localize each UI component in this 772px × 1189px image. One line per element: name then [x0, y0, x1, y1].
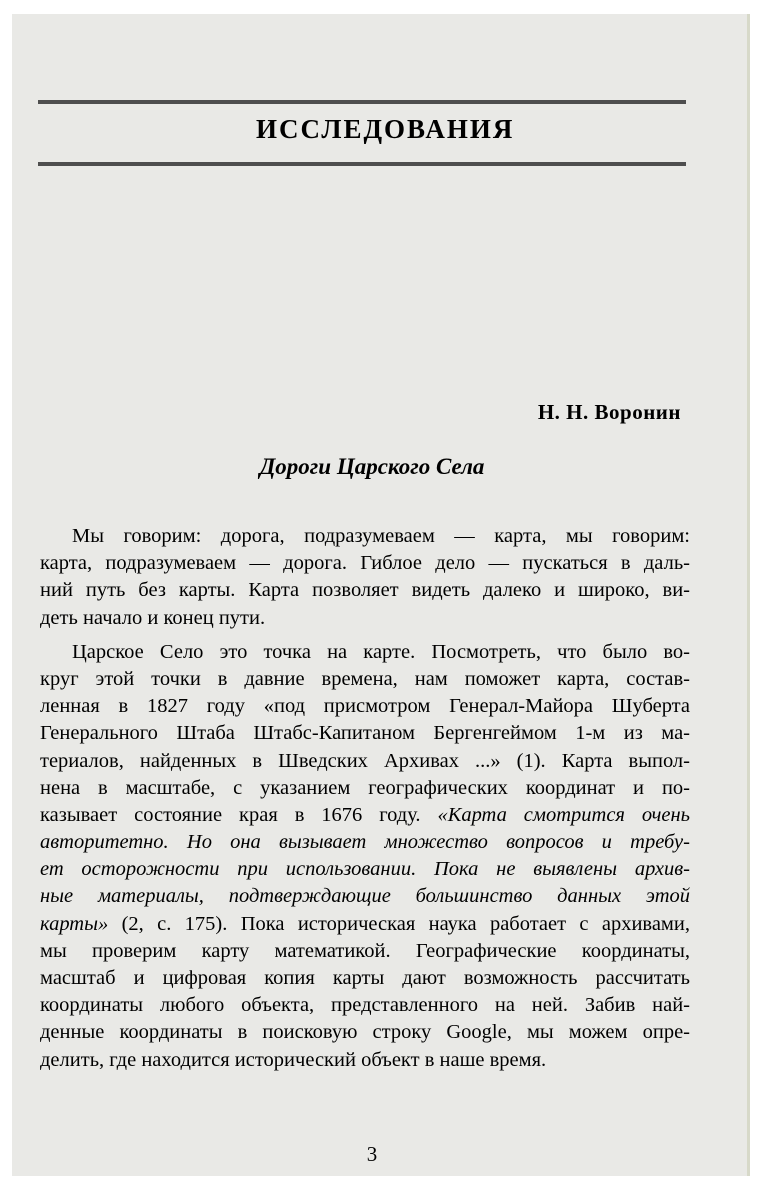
text-run: (2, с. 175). Пока историческая наука работает с архивами, — [108, 912, 690, 935]
page-content — [12, 14, 747, 1176]
text-line: масштаб и цифровая копия карты дают возможность рассчитать — [40, 967, 690, 989]
text-line: карта, подразумеваем — дорога. Гиблое дело — пускаться в даль- — [40, 552, 690, 575]
text-line — [40, 911, 690, 938]
quote-line: ные материалы, подтверждающие большинство данных этой — [40, 885, 690, 908]
quote-run: карты» — [40, 912, 109, 935]
text-line: Мы говорим: дорога, подразумеваем — карта, мы говорим: — [72, 525, 690, 547]
header-rule-bottom — [38, 162, 686, 166]
text-line — [40, 802, 690, 829]
text-line: денные координаты в поисковую строку Google, мы можем опре- — [40, 1021, 690, 1044]
page-number: 3 — [366, 1142, 378, 1166]
text-line: деть начало и конец пути. — [40, 606, 266, 629]
text-line: координаты любого объекта, представленного на ней. Забив най- — [40, 994, 690, 1017]
text-line: делить, где находится исторический объект в наше время. — [40, 1048, 547, 1071]
text-run: казывает состояние края в 1676 году. — [40, 803, 438, 826]
page-edge — [747, 14, 750, 1176]
text-line: ний путь без карты. Карта позволяет видеть далеко и широко, ви- — [40, 579, 690, 602]
text-line: териалов, найденных в Шведских Архивах ...» (1). Карта выпол- — [40, 749, 690, 772]
article-body — [40, 523, 690, 1074]
text-line: мы проверим карту математикой. Географические координаты, — [40, 939, 690, 962]
quote-line: авторитетно. Но она вызывает множество вопросов и требу- — [40, 831, 690, 854]
text-line: ленная в 1827 году «под присмотром Генерал-Майора Шуберта — [40, 695, 690, 718]
text-line: круг этой точки в давние времена, нам поможет карта, состав- — [40, 667, 690, 690]
text-line: Генерального Штаба Штабс-Капитаном Бергенгеймом 1-м из ма- — [40, 722, 690, 745]
paragraph-1 — [40, 523, 690, 632]
text-line: нена в масштабе, с указанием географических координат и по- — [40, 776, 690, 799]
author-name: Н. Н. Воронин — [537, 400, 681, 424]
quote-run: «Карта смотрится очень — [437, 803, 690, 826]
quote-line: ет осторожности при использовании. Пока не выявлены архив- — [40, 858, 690, 881]
section-title: ИССЛЕДОВАНИЯ — [256, 114, 515, 144]
article-title: Дороги Царского Села — [259, 454, 485, 479]
text-line: Царское Село это точка на карте. Посмотреть, что было во- — [72, 640, 690, 663]
paragraph-2 — [40, 639, 690, 1074]
header-rule-top — [38, 100, 686, 104]
